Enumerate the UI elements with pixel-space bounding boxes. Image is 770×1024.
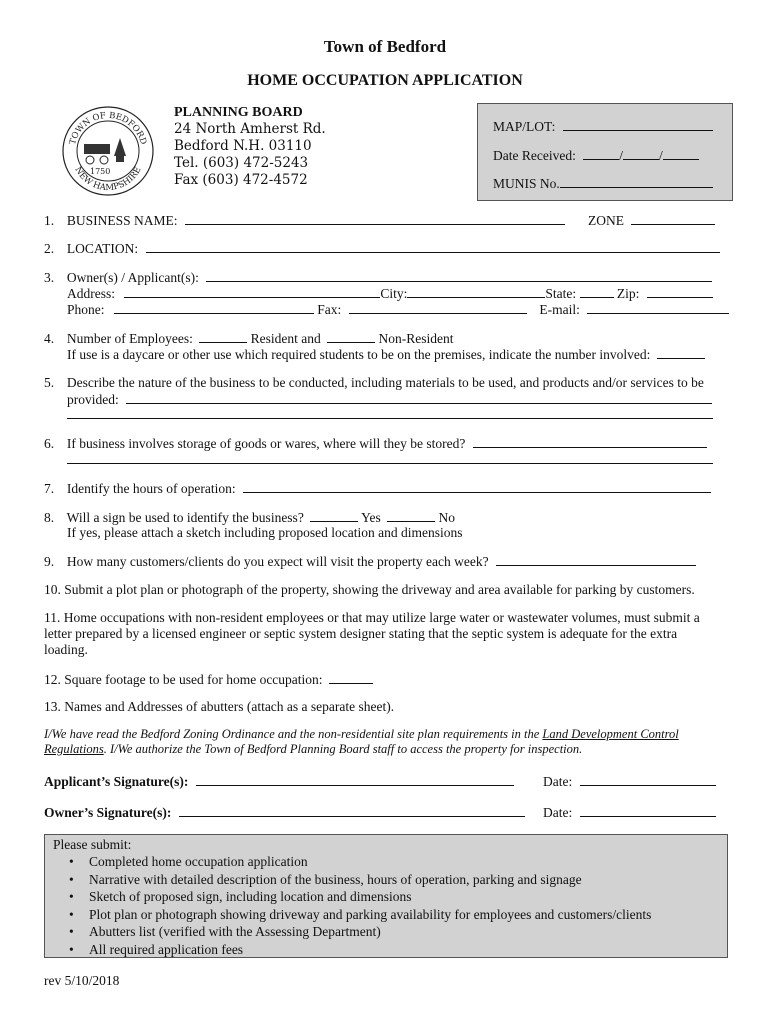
- q8-number: 8.: [44, 510, 55, 525]
- q10-text: 10. Submit a plot plan or photograph of the property, showing the driveway and area available for parking by customers.: [44, 582, 695, 597]
- owner-date-label: Date:: [543, 805, 573, 820]
- storage-line2[interactable]: [67, 450, 713, 464]
- q6-number: 6.: [44, 436, 55, 451]
- q7-number: 7.: [44, 481, 55, 496]
- q11-line3: loading.: [44, 642, 88, 657]
- customers-label: How many customers/clients do you expect will visit the property each week?: [66, 554, 489, 569]
- date-received-label: Date Received:: [493, 148, 576, 163]
- non-resident-employees-field[interactable]: [327, 329, 375, 343]
- date-slash-1: /: [619, 148, 623, 163]
- phone-label: Phone:: [67, 302, 105, 317]
- certification-line1: I/We have read the Bedford Zoning Ordinance and the non-residential site plan requirements in the: [44, 727, 540, 741]
- no-label: No: [438, 510, 455, 525]
- seal-year: 1750: [90, 167, 111, 176]
- town-seal-icon: [60, 104, 156, 198]
- hours-field[interactable]: [243, 479, 711, 493]
- owner-date-field[interactable]: [580, 803, 716, 817]
- q3-number: 3.: [44, 270, 55, 285]
- q13-text: 13. Names and Addresses of abutters (attach as a separate sheet).: [44, 699, 395, 714]
- munis-field[interactable]: [560, 174, 713, 188]
- daycare-count-field[interactable]: [657, 345, 705, 359]
- planning-board-heading: PLANNING BOARD: [174, 105, 303, 120]
- resident-employees-field[interactable]: [199, 329, 247, 343]
- zone-field[interactable]: [631, 211, 715, 225]
- fax-label: Fax:: [317, 302, 342, 317]
- applicant-date-field[interactable]: [580, 772, 716, 786]
- date-slash-2: /: [658, 148, 663, 163]
- employees-label: Number of Employees:: [66, 331, 193, 346]
- date-received-month[interactable]: [583, 146, 619, 160]
- describe-label: Describe the nature of the business to be conducted, including materials to be used, and products and/or services to be: [66, 375, 704, 390]
- business-name-label: BUSINESS NAME:: [66, 213, 178, 228]
- email-label: E-mail:: [539, 302, 580, 317]
- owners-field[interactable]: [206, 268, 712, 282]
- q11-line1: 11. Home occupations with non-resident employees or that may utilize large water or wastewater volumes, must submit a: [44, 610, 700, 625]
- q11-line2: letter prepared by a licensed engineer or septic system designer stating that the septic system is adequate for the extra: [44, 626, 678, 641]
- storage-field[interactable]: [473, 434, 707, 448]
- ldcr-link-part1: Land Development Control: [542, 727, 679, 741]
- email-field[interactable]: [587, 300, 729, 314]
- q5-number: 5.: [44, 375, 55, 390]
- town-title: Town of Bedford: [323, 37, 447, 56]
- munis-label: MUNIS No.: [493, 176, 560, 191]
- sign-yes-field[interactable]: [310, 508, 358, 522]
- resident-label: Resident and: [250, 331, 321, 346]
- customers-field[interactable]: [496, 552, 696, 566]
- business-description-line2[interactable]: [67, 405, 713, 419]
- square-footage-field[interactable]: [329, 670, 373, 684]
- city-label: City:: [380, 286, 408, 301]
- q12-label: 12. Square footage to be used for home occupation:: [44, 672, 323, 687]
- map-lot-field[interactable]: [563, 117, 713, 131]
- business-description-field[interactable]: [126, 390, 712, 404]
- date-received-day[interactable]: [623, 146, 659, 160]
- revision-date: rev 5/10/2018: [44, 973, 120, 988]
- certification-line2: . I/We authorize the Town of Bedford Planning Board staff to access the property for inspection.: [103, 742, 583, 756]
- phone-field[interactable]: [114, 300, 314, 314]
- sketch-note: If yes, please attach a sketch including proposed location and dimensions: [67, 525, 463, 540]
- provided-label: provided:: [67, 392, 119, 407]
- submit-checklist-box: [44, 834, 728, 958]
- address-field[interactable]: [124, 284, 380, 298]
- non-resident-label: Non-Resident: [378, 331, 454, 346]
- applicant-signature-label: Applicant’s Signature(s):: [44, 774, 189, 789]
- seal-top-text: TOWN OF BEDFORD: [67, 110, 149, 146]
- q2-number: 2.: [44, 241, 55, 256]
- state-label: State:: [545, 286, 577, 301]
- submit-item: • All required application fees: [89, 941, 727, 959]
- yes-label: Yes: [361, 510, 381, 525]
- sign-label: Will a sign be used to identify the business?: [66, 510, 304, 525]
- zone-label: ZONE: [588, 213, 624, 228]
- location-label: LOCATION:: [66, 241, 139, 256]
- state-field[interactable]: [580, 284, 614, 298]
- daycare-label: If use is a daycare or other use which required students to be on the premises, indicate the number involved:: [67, 347, 651, 362]
- submit-heading: Please submit:: [53, 837, 132, 852]
- owner-signature-label: Owner’s Signature(s):: [44, 805, 172, 820]
- office-use-box: [477, 103, 733, 201]
- submit-item: • Abutters list (verified with the Assessing Department): [89, 923, 727, 941]
- submit-item: • Narrative with detailed description of the business, hours of operation, parking and signage: [89, 871, 727, 889]
- city-field[interactable]: [407, 284, 545, 298]
- submit-item: • Plot plan or photograph showing driveway and parking availability for employees and customers/clients: [89, 906, 727, 924]
- date-received-year[interactable]: [663, 146, 699, 160]
- q1-number: 1.: [44, 213, 55, 228]
- applicant-signature-field[interactable]: [196, 772, 514, 786]
- map-lot-label: MAP/LOT:: [493, 119, 556, 134]
- applicant-date-label: Date:: [543, 774, 573, 789]
- board-address-line1: 24 North Amherst Rd.: [174, 121, 326, 137]
- zip-field[interactable]: [647, 284, 713, 298]
- form-title: HOME OCCUPATION APPLICATION: [247, 72, 523, 89]
- business-name-field[interactable]: [185, 211, 565, 225]
- board-address-line2: Bedford N.H. 03110: [174, 138, 312, 154]
- location-field[interactable]: [146, 239, 720, 253]
- hours-label: Identify the hours of operation:: [66, 481, 236, 496]
- seal-bottom-text: NEW HAMPSHIRE: [72, 165, 144, 194]
- q4-number: 4.: [44, 331, 55, 346]
- submit-item: • Sketch of proposed sign, including location and dimensions: [89, 888, 727, 906]
- board-phone: Tel. (603) 472-5243: [174, 155, 309, 171]
- owners-label: Owner(s) / Applicant(s):: [66, 270, 199, 285]
- storage-label: If business involves storage of goods or wares, where will they be stored?: [66, 436, 466, 451]
- fax-field[interactable]: [349, 300, 527, 314]
- owner-signature-field[interactable]: [179, 803, 525, 817]
- ldcr-link-part2: Regulations: [44, 742, 104, 756]
- q9-number: 9.: [44, 554, 55, 569]
- zip-label: Zip:: [616, 286, 640, 301]
- address-label: Address:: [67, 286, 115, 301]
- board-fax: Fax (603) 472-4572: [174, 172, 308, 188]
- sign-no-field[interactable]: [387, 508, 435, 522]
- submit-item: • Completed home occupation application: [89, 853, 727, 871]
